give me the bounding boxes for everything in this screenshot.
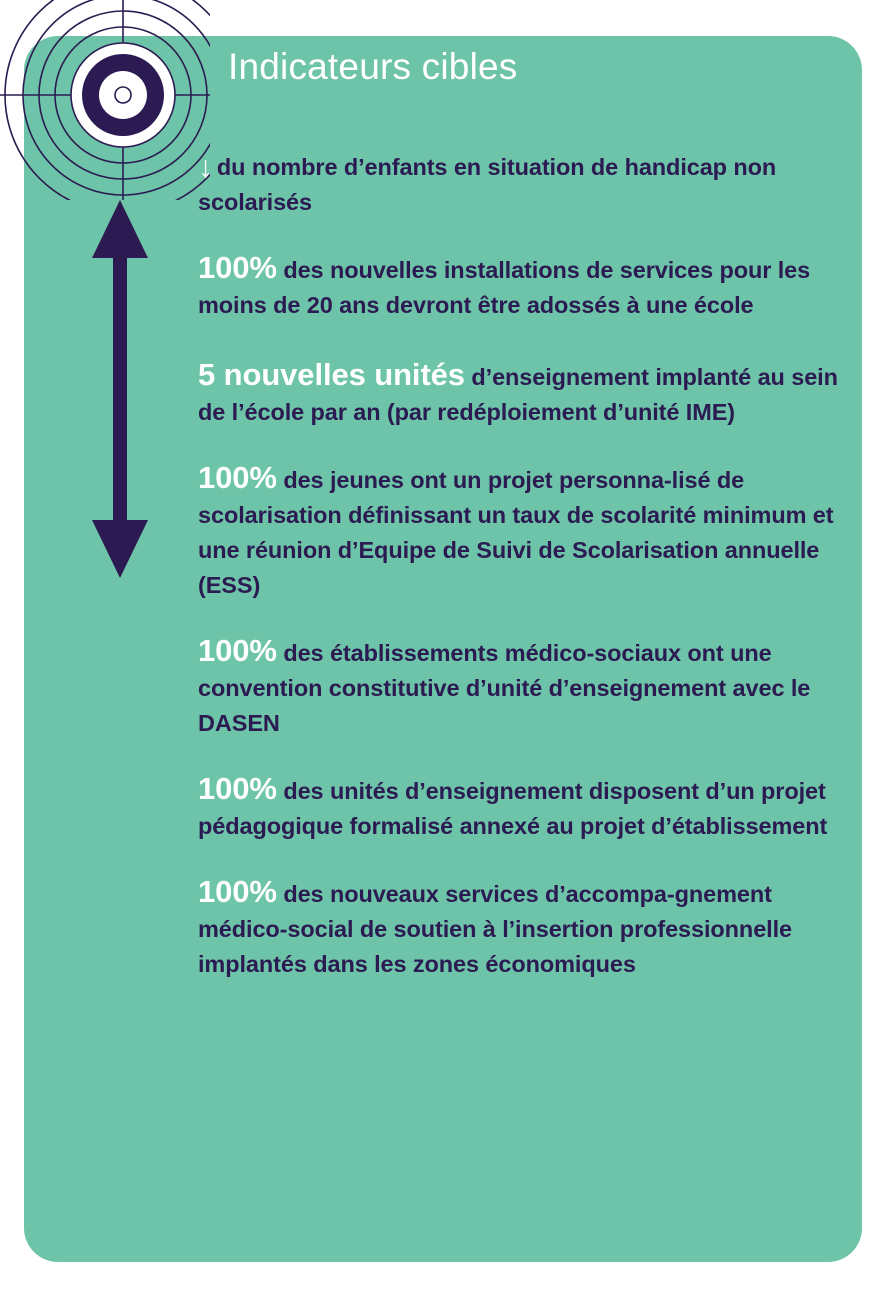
list-item-text: des nouvelles installations de services pour les moins de 20 ans devront être adossés à une école	[198, 257, 811, 318]
list-item-lead: 100%	[198, 771, 277, 806]
list-item-text: d’enseignement implanté au sein de l’école par an (par redéploiement d’unité IME)	[198, 364, 838, 425]
list-item-lead: 5 nouvelles unités	[198, 357, 465, 392]
list-item-text: du nombre d’enfants en situation de handicap non scolarisés	[198, 154, 777, 215]
list-item	[198, 633, 846, 741]
list-item-text: des établissements médico-sociaux ont une convention constitutive d’unité d’enseignement avec le DASEN	[198, 640, 811, 736]
list-item-lead: 100%	[198, 633, 277, 668]
list-item	[198, 357, 846, 430]
list-item-text: des jeunes ont un projet personna-lisé de scolarisation définissant un taux de scolarité minimum et une réunion d’Equipe de Suivi de Scolarisation annuelle (ESS)	[198, 467, 834, 598]
list-item	[198, 250, 846, 323]
list-item	[198, 874, 846, 982]
list-item	[198, 771, 846, 844]
list-item	[198, 150, 846, 220]
list-item-text: des nouveaux services d’accompa-gnement médico-social de soutien à l’insertion professionnelle implantés dans les zones économiques	[198, 881, 792, 977]
indicator-list	[198, 150, 846, 982]
down-arrow-icon: ↓	[198, 151, 213, 184]
list-item-lead: 100%	[198, 460, 277, 495]
list-item	[198, 460, 846, 603]
list-item-text: des unités d’enseignement disposent d’un projet pédagogique formalisé annexé au projet d’établissement	[198, 778, 828, 839]
list-item-lead: 100%	[198, 874, 277, 909]
list-item-lead: 100%	[198, 250, 277, 285]
page-title: Indicateurs cibles	[228, 46, 518, 87]
double-arrow-vertical-icon	[82, 196, 158, 582]
